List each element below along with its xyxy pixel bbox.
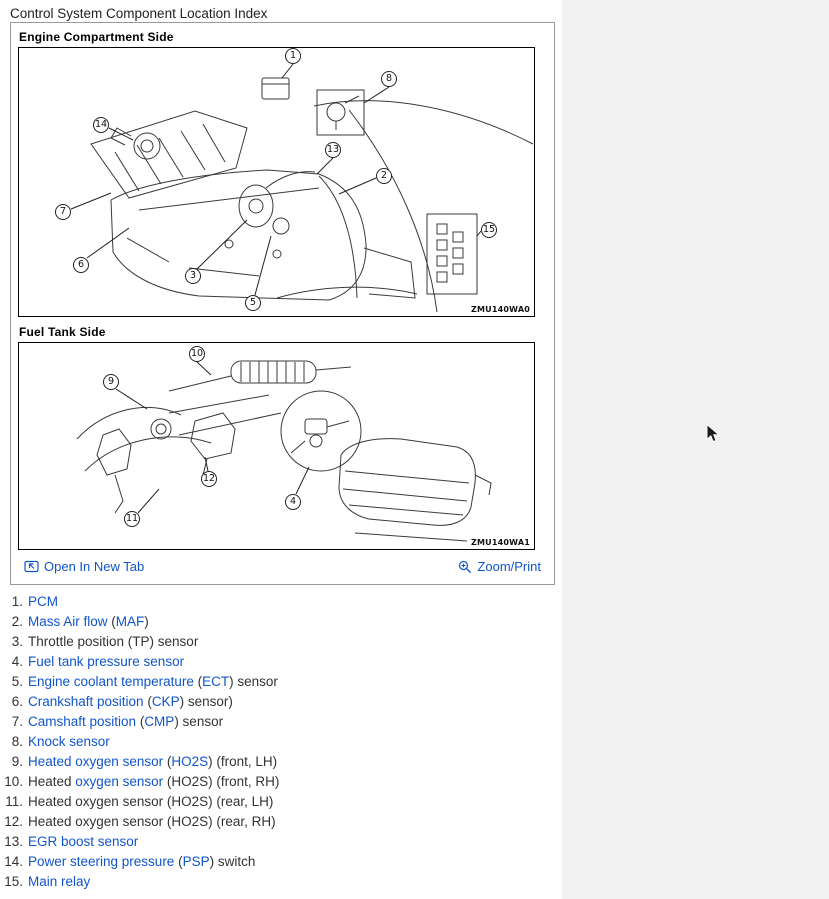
diagram-callout-12: 12 bbox=[201, 471, 217, 487]
component-list-item bbox=[0, 652, 560, 672]
component-text bbox=[28, 612, 149, 632]
component-list-item bbox=[0, 692, 560, 712]
component-plain-text: ) bbox=[144, 614, 149, 629]
fuel-tank-diagram bbox=[18, 342, 535, 550]
component-plain-text: ( bbox=[163, 754, 172, 769]
fuel-diagram-art bbox=[19, 343, 535, 550]
diagram-callout-1: 1 bbox=[285, 48, 301, 64]
diagram-callout-2: 2 bbox=[376, 168, 392, 184]
component-link[interactable]: PSP bbox=[182, 854, 210, 869]
component-link[interactable]: Mass Air flow bbox=[28, 614, 108, 629]
open-in-new-tab-link[interactable] bbox=[24, 559, 144, 574]
component-list-item bbox=[0, 772, 560, 792]
open-in-new-tab-icon bbox=[24, 560, 39, 573]
component-number: 12. bbox=[4, 814, 23, 829]
component-text bbox=[28, 732, 110, 752]
component-plain-text: ( bbox=[107, 614, 116, 629]
component-number: 7. bbox=[11, 714, 23, 729]
component-number: 10. bbox=[4, 774, 23, 789]
fuel-side-label: Fuel Tank Side bbox=[19, 325, 106, 339]
diagram-callout-4: 4 bbox=[285, 494, 301, 510]
component-number: 14. bbox=[4, 854, 23, 869]
component-text bbox=[28, 792, 273, 812]
open-in-new-tab-label: Open In New Tab bbox=[44, 559, 145, 574]
component-list-item bbox=[0, 612, 560, 632]
diagram-callout-13: 13 bbox=[325, 142, 341, 158]
component-plain-text: Heated bbox=[28, 774, 76, 789]
component-number: 9. bbox=[11, 754, 23, 769]
component-number: 2. bbox=[11, 614, 23, 629]
diagram-callout-8: 8 bbox=[381, 71, 397, 87]
diagram-callout-7: 7 bbox=[55, 204, 71, 220]
component-list-item bbox=[0, 632, 560, 652]
component-list-item bbox=[0, 792, 560, 812]
component-plain-text: ) sensor bbox=[229, 674, 278, 689]
component-text bbox=[28, 692, 233, 712]
component-link[interactable]: CKP bbox=[151, 694, 180, 709]
component-plain-text: Heated oxygen sensor (HO2S) (rear, LH) bbox=[28, 794, 274, 809]
zoom-print-link[interactable] bbox=[458, 559, 541, 574]
fuel-diagram-code: ZMU140WA1 bbox=[471, 538, 530, 547]
component-link[interactable]: MAF bbox=[115, 614, 145, 629]
component-number: 11. bbox=[5, 794, 23, 809]
diagram-panel bbox=[10, 22, 555, 585]
component-number: 8. bbox=[11, 734, 23, 749]
component-list-item bbox=[0, 752, 560, 772]
component-text bbox=[28, 812, 276, 832]
component-link[interactable]: EGR boost sensor bbox=[28, 834, 139, 849]
component-plain-text: ( bbox=[143, 694, 152, 709]
component-list-item bbox=[0, 812, 560, 832]
component-text bbox=[28, 592, 58, 612]
engine-diagram-art bbox=[19, 48, 535, 317]
component-text bbox=[28, 852, 255, 872]
zoom-icon bbox=[458, 560, 472, 574]
engine-diagram-code: ZMU140WA0 bbox=[471, 305, 530, 314]
component-text bbox=[28, 712, 223, 732]
component-link[interactable]: Fuel tank pressure sensor bbox=[28, 654, 185, 669]
component-link[interactable]: Heated oxygen sensor bbox=[28, 754, 164, 769]
component-plain-text: ) (front, LH) bbox=[208, 754, 278, 769]
component-list-item bbox=[0, 672, 560, 692]
component-link[interactable]: HO2S bbox=[171, 754, 209, 769]
diagram-callout-9: 9 bbox=[103, 374, 119, 390]
component-link[interactable]: PCM bbox=[28, 594, 58, 609]
component-text bbox=[28, 772, 279, 792]
component-list-item bbox=[0, 732, 560, 752]
component-number: 15. bbox=[4, 874, 23, 889]
component-text bbox=[28, 672, 278, 692]
page-title: Control System Component Location Index bbox=[10, 6, 268, 21]
mouse-cursor bbox=[706, 424, 724, 444]
component-link[interactable]: ECT bbox=[202, 674, 230, 689]
component-plain-text: Heated oxygen sensor (HO2S) (rear, RH) bbox=[28, 814, 276, 829]
component-number: 5. bbox=[11, 674, 23, 689]
component-text bbox=[28, 752, 277, 772]
component-text bbox=[28, 632, 198, 652]
component-plain-text: ) switch bbox=[209, 854, 256, 869]
component-plain-text: ( bbox=[136, 714, 145, 729]
component-plain-text: ) sensor bbox=[174, 714, 224, 729]
diagram-callout-6: 6 bbox=[73, 257, 89, 273]
component-number: 13. bbox=[4, 834, 23, 849]
component-plain-text: (HO2S) (front, RH) bbox=[163, 774, 280, 789]
component-link[interactable]: Camshaft position bbox=[28, 714, 137, 729]
component-text bbox=[28, 652, 184, 672]
diagram-callout-11: 11 bbox=[124, 511, 140, 527]
diagram-callout-15: 15 bbox=[481, 222, 497, 238]
panel-footer bbox=[18, 550, 547, 580]
diagram-callout-10: 10 bbox=[189, 346, 205, 362]
component-plain-text: ) sensor) bbox=[179, 694, 233, 709]
component-plain-text: ( bbox=[174, 854, 183, 869]
diagram-callout-3: 3 bbox=[185, 268, 201, 284]
component-text bbox=[28, 872, 90, 892]
component-link[interactable]: Knock sensor bbox=[28, 734, 110, 749]
component-list-item bbox=[0, 872, 560, 892]
component-link[interactable]: oxygen sensor bbox=[75, 774, 164, 789]
component-list-item bbox=[0, 592, 560, 612]
component-text bbox=[28, 832, 138, 852]
component-plain-text: ( bbox=[193, 674, 203, 689]
component-list-item bbox=[0, 852, 560, 872]
component-number: 4. bbox=[11, 654, 23, 669]
component-link[interactable]: Main relay bbox=[28, 874, 91, 889]
component-plain-text: Throttle position (TP) sensor bbox=[28, 634, 199, 649]
component-link[interactable]: CMP bbox=[144, 714, 175, 729]
component-link[interactable]: Power steering pressure bbox=[28, 854, 175, 869]
component-list bbox=[0, 592, 560, 892]
component-list-item bbox=[0, 712, 560, 732]
diagram-callout-5: 5 bbox=[245, 295, 261, 311]
component-list-item bbox=[0, 832, 560, 852]
engine-compartment-diagram bbox=[18, 47, 535, 317]
diagram-callout-14: 14 bbox=[93, 117, 109, 133]
engine-side-label: Engine Compartment Side bbox=[19, 30, 174, 44]
component-number: 3. bbox=[11, 634, 23, 649]
zoom-print-label: Zoom/Print bbox=[477, 559, 541, 574]
component-link[interactable]: Engine coolant temperature bbox=[28, 674, 194, 689]
component-link[interactable]: Crankshaft position bbox=[28, 694, 144, 709]
component-number: 6. bbox=[11, 694, 23, 709]
component-number: 1. bbox=[11, 594, 23, 609]
